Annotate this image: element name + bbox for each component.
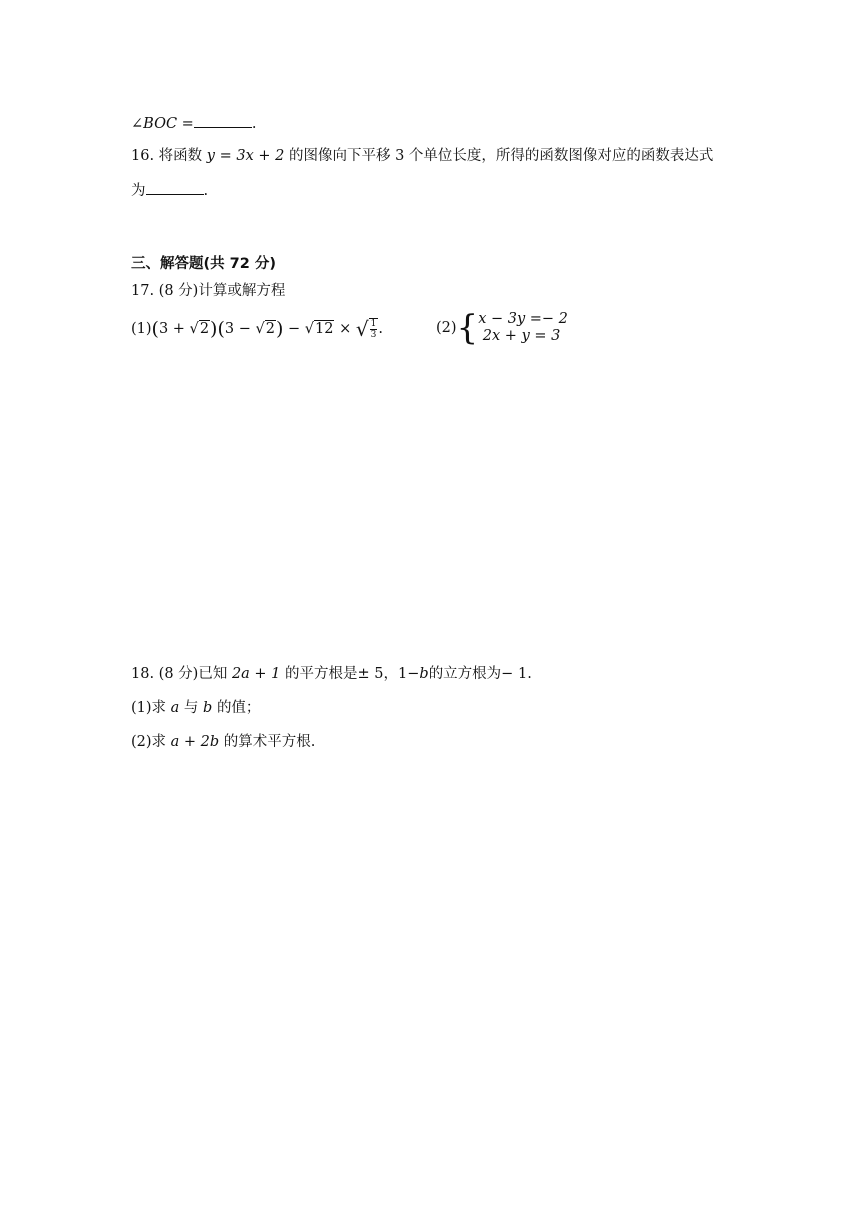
paren-open: ( — [151, 318, 159, 340]
q18-variable: a — [170, 700, 180, 716]
q17-header — [131, 281, 285, 301]
q17-term: 3 + — [158, 321, 185, 337]
q18-text: 的算术平方根. — [223, 734, 316, 750]
q17-score: (8 分) — [158, 283, 199, 299]
q15-blank[interactable] — [194, 113, 252, 128]
q17-period: . — [378, 321, 383, 337]
q16-text: 为 — [131, 183, 146, 199]
q16-text: 将函数 — [158, 148, 203, 164]
q18-text: 的值； — [216, 700, 261, 716]
q15-expression: ∠BOC = — [131, 116, 194, 132]
q18-value: 5 — [374, 666, 384, 682]
q17-term: 3 − — [224, 321, 251, 337]
q17-part2 — [436, 308, 568, 348]
system-brace: { — [456, 308, 479, 348]
q16-shift-value: 3 — [395, 148, 405, 164]
q17-operator: × — [339, 321, 352, 337]
q18-sub1 — [131, 698, 260, 718]
q18-text: 已知 — [198, 666, 228, 682]
q18-sub2 — [131, 732, 315, 752]
q16-line-2 — [131, 180, 208, 201]
q18-sub1-label: (1)求 — [131, 700, 167, 716]
q17-part1: (1)(3 + √2)(3 − √2) − √12 × √ $\frac{1}{3}$ . — [131, 317, 383, 341]
q17-fraction — [369, 318, 379, 340]
q18-value: 1 — [517, 666, 528, 682]
q18-text: 与 — [183, 700, 199, 716]
q17-radicand: 12 — [315, 321, 334, 337]
q16-function: y = 3x + 2 — [206, 148, 285, 164]
q16-text: 个单位长度，所得的函数图像对应的函数表达式 — [408, 148, 714, 164]
equation-1: x − 3y =− 2 — [478, 311, 568, 327]
q17-operator: − — [288, 321, 301, 337]
q16-number: 16. — [131, 148, 155, 164]
equation-2: 2x + y = 3 — [482, 328, 561, 344]
q18-text: 的平方根是± — [285, 666, 370, 682]
equation-system — [478, 311, 568, 345]
q18-variable: b — [203, 700, 213, 716]
q18-score: (8 分) — [158, 666, 199, 682]
q17-part2-label: (2) — [436, 320, 457, 336]
q17-number: 17. — [131, 283, 155, 299]
fraction-denominator: 3 — [370, 330, 377, 340]
q18-text: 的立方根为− — [428, 666, 514, 682]
section-title: 三、解答题(共 72 分) — [131, 256, 277, 272]
fraction-numerator: 1 — [370, 319, 377, 329]
q18-text: ，1− — [383, 666, 420, 682]
q16-period: . — [203, 183, 209, 199]
paren-close: ) — [210, 318, 218, 340]
q17-prompt: 计算或解方程 — [198, 283, 286, 299]
sqrt-sign: √ — [355, 317, 369, 341]
q16-blank[interactable] — [146, 180, 204, 195]
q16-text: 的图像向下平移 — [288, 148, 391, 164]
q18-expression: a + 2b — [170, 734, 220, 750]
paren-open: ( — [217, 318, 225, 340]
q18-number: 18. — [131, 666, 155, 682]
q17-radicand: 2 — [199, 321, 210, 337]
q15-period: . — [251, 116, 257, 132]
q17-part1-label: (1) — [131, 321, 152, 337]
q15-answer-line — [131, 113, 256, 134]
q17-radicand: 2 — [265, 321, 275, 337]
paren-close: ) — [275, 318, 284, 340]
q18-variable: b — [419, 666, 429, 682]
q16-line-1 — [131, 146, 713, 166]
q18-sub2-label: (2)求 — [131, 734, 167, 750]
q18-expression: 2a + 1 — [231, 666, 281, 682]
q18-line-1 — [131, 664, 532, 684]
q18-period: . — [527, 666, 532, 682]
